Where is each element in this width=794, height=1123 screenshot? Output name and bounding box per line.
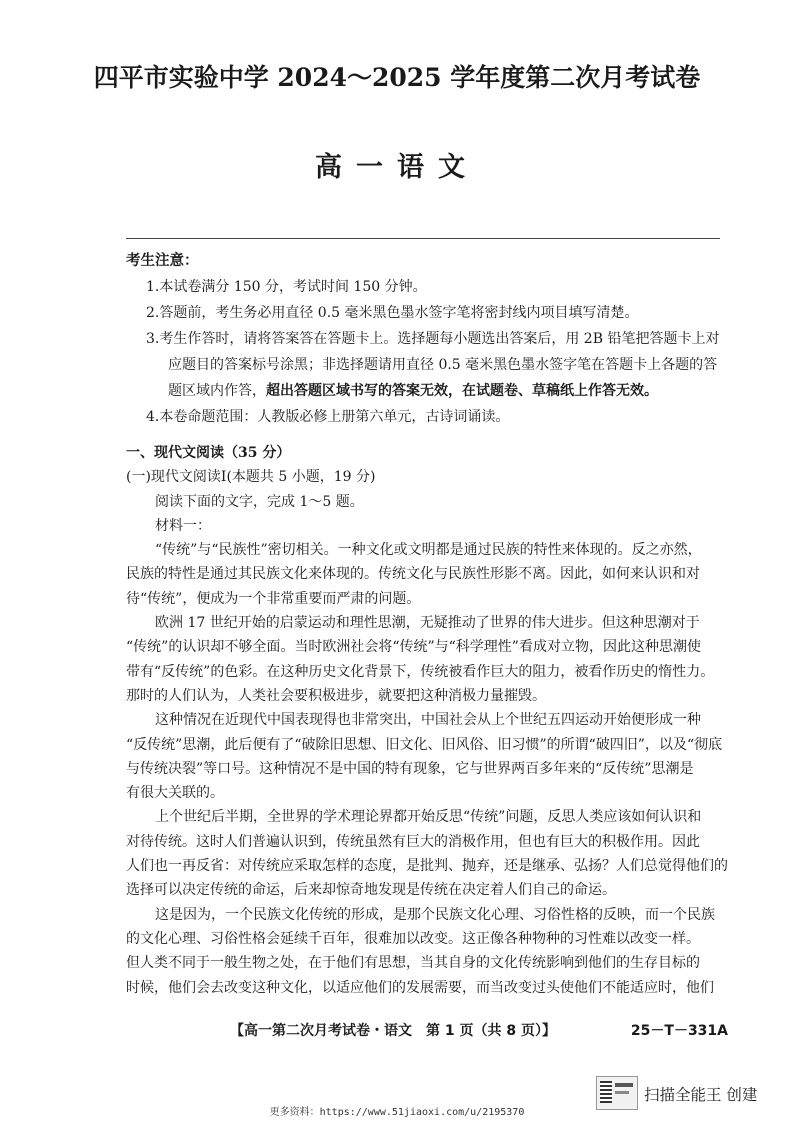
source-link: 更多资料：https://www.51jiaoxi.com/u/2195370 bbox=[269, 1107, 525, 1118]
passage-line: 对待传统。这时人们普遍认识到，传统虽然有巨大的消极作用，但也有巨大的积极作用。因此 bbox=[126, 833, 700, 850]
passage-line: 欧洲 17 世纪开始的启蒙运动和理性思潮，无疑推动了世界的伟大进步。但这种思潮对于 bbox=[155, 615, 700, 632]
passage-line: 待“传统”，便成为一个非常重要而严肃的问题。 bbox=[126, 590, 421, 607]
header-divider bbox=[126, 238, 720, 239]
notice-text: 题区域内作答， bbox=[168, 383, 266, 399]
passage-line: 那时的人们认为，人类社会要积极进步，就要把这种消极力量摧毁。 bbox=[126, 687, 546, 704]
notice-item-continued: 应题目的答案标号涂黑；非选择题请用直径 0.5 毫米黑色墨水签字笔在答题卡上各题的答 bbox=[168, 357, 718, 373]
reading-instruction: 阅读下面的文字，完成 1～5 题。 bbox=[155, 493, 364, 510]
scanner-text: 扫描全能王 创建 bbox=[644, 1086, 758, 1104]
passage-line: “传统”的认识却不够全面。当时欧洲社会将“传统”与“科学理性”看成对立物，因此这种思潮使 bbox=[126, 639, 701, 656]
page-footer bbox=[230, 1020, 728, 1040]
notice-item: 4.本卷命题范围：人教版必修上册第六单元，古诗词诵读。 bbox=[146, 409, 510, 425]
passage-line: “反传统”思潮，此后便有了“破除旧思想、旧文化、旧风俗、旧习惯”的所谓“破四旧”，以及“彻底 bbox=[126, 736, 723, 753]
passage-line: 这种情况在近现代中国表现得也非常突出，中国社会从上个世纪五四运动开始便形成一种 bbox=[155, 712, 701, 729]
paper-code: 25－T－331A bbox=[630, 1023, 728, 1039]
passage-line: 带有“反传统”的色彩。在这种历史文化背景下，传统被看作巨大的阻力，被看作历史的惰性力。 bbox=[126, 663, 715, 680]
passage-line: 有很大关联的。 bbox=[126, 785, 224, 802]
passage-line: 时候，他们会去改变这种文化，以适应他们的发展需要，而当改变过头使他们不能适应时，他们 bbox=[126, 979, 714, 996]
section-title: 一、现代文阅读（35 分） bbox=[126, 445, 291, 461]
passage-line: 上个世纪后半期，全世界的学术理论界都开始反思“传统”问题，反思人类应该如何认识和 bbox=[155, 809, 702, 826]
exam-title: 四平市实验中学 2024～2025 学年度第二次月考试卷 bbox=[93, 63, 701, 92]
subject-title: 高一语文 bbox=[315, 152, 479, 183]
notice-heading: 考生注意： bbox=[126, 252, 199, 269]
passage-line: 人们也一再反省：对传统应采取怎样的态度，是批判、抛弃，还是继承、弘扬？人们总觉得他们的 bbox=[126, 858, 728, 875]
notice-item: 2.答题前，考生务必用直径 0.5 毫米黑色墨水签字笔将密封线内项目填写清楚。 bbox=[146, 305, 639, 321]
passage-line: 选择可以决定传统的命运，后来却惊奇地发现是传统在决定着人们自己的命运。 bbox=[126, 882, 616, 899]
passage-line: 这是因为，一个民族文化传统的形成，是那个民族文化心理、习俗性格的反映，而一个民族 bbox=[155, 906, 715, 923]
notice-emphasis: 超出答题区域书写的答案无效，在试题卷、草稿纸上作答无效。 bbox=[266, 383, 658, 399]
exam-notice bbox=[126, 248, 726, 430]
passage-line: 与传统决裂”等口号。这种情况不是中国的特有现象，它与世界两百多年来的“反传统”思潮是 bbox=[126, 760, 694, 777]
passage-line: 但人类不同于一般生物之处，在于他们有思想，当其自身的文化传统影响到他们的生存目标的 bbox=[126, 955, 700, 972]
page-info: 【高一第二次月考试卷・语文 第 1 页（共 8 页）】 bbox=[230, 1023, 556, 1039]
notice-item: 1.本试卷满分 150 分，考试时间 150 分钟。 bbox=[146, 279, 427, 295]
material-label: 材料一： bbox=[155, 517, 211, 534]
reading-section bbox=[126, 441, 728, 1000]
subsection-title: (一)现代文阅读Ⅰ(本题共 5 小题，19 分) bbox=[126, 469, 376, 486]
notice-item: 3.考生作答时，请将答案答在答题卡上。选择题每小题选出答案后，用 2B 铅笔把答题卡上对 bbox=[146, 331, 720, 347]
notice-item-continued bbox=[126, 378, 726, 404]
passage-line: “传统”与“民族性”密切相关。一种文化或文明都是通过民族的特性来体现的。反之亦然， bbox=[155, 542, 702, 559]
passage-line: 的文化心理、习俗性格会延续千百年，很难加以改变。这正像各种物种的习性难以改变一样。 bbox=[126, 930, 700, 947]
passage-line: 民族的特性是通过其民族文化来体现的。传统文化与民族性形影不离。因此，如何来认识和对 bbox=[126, 566, 700, 583]
